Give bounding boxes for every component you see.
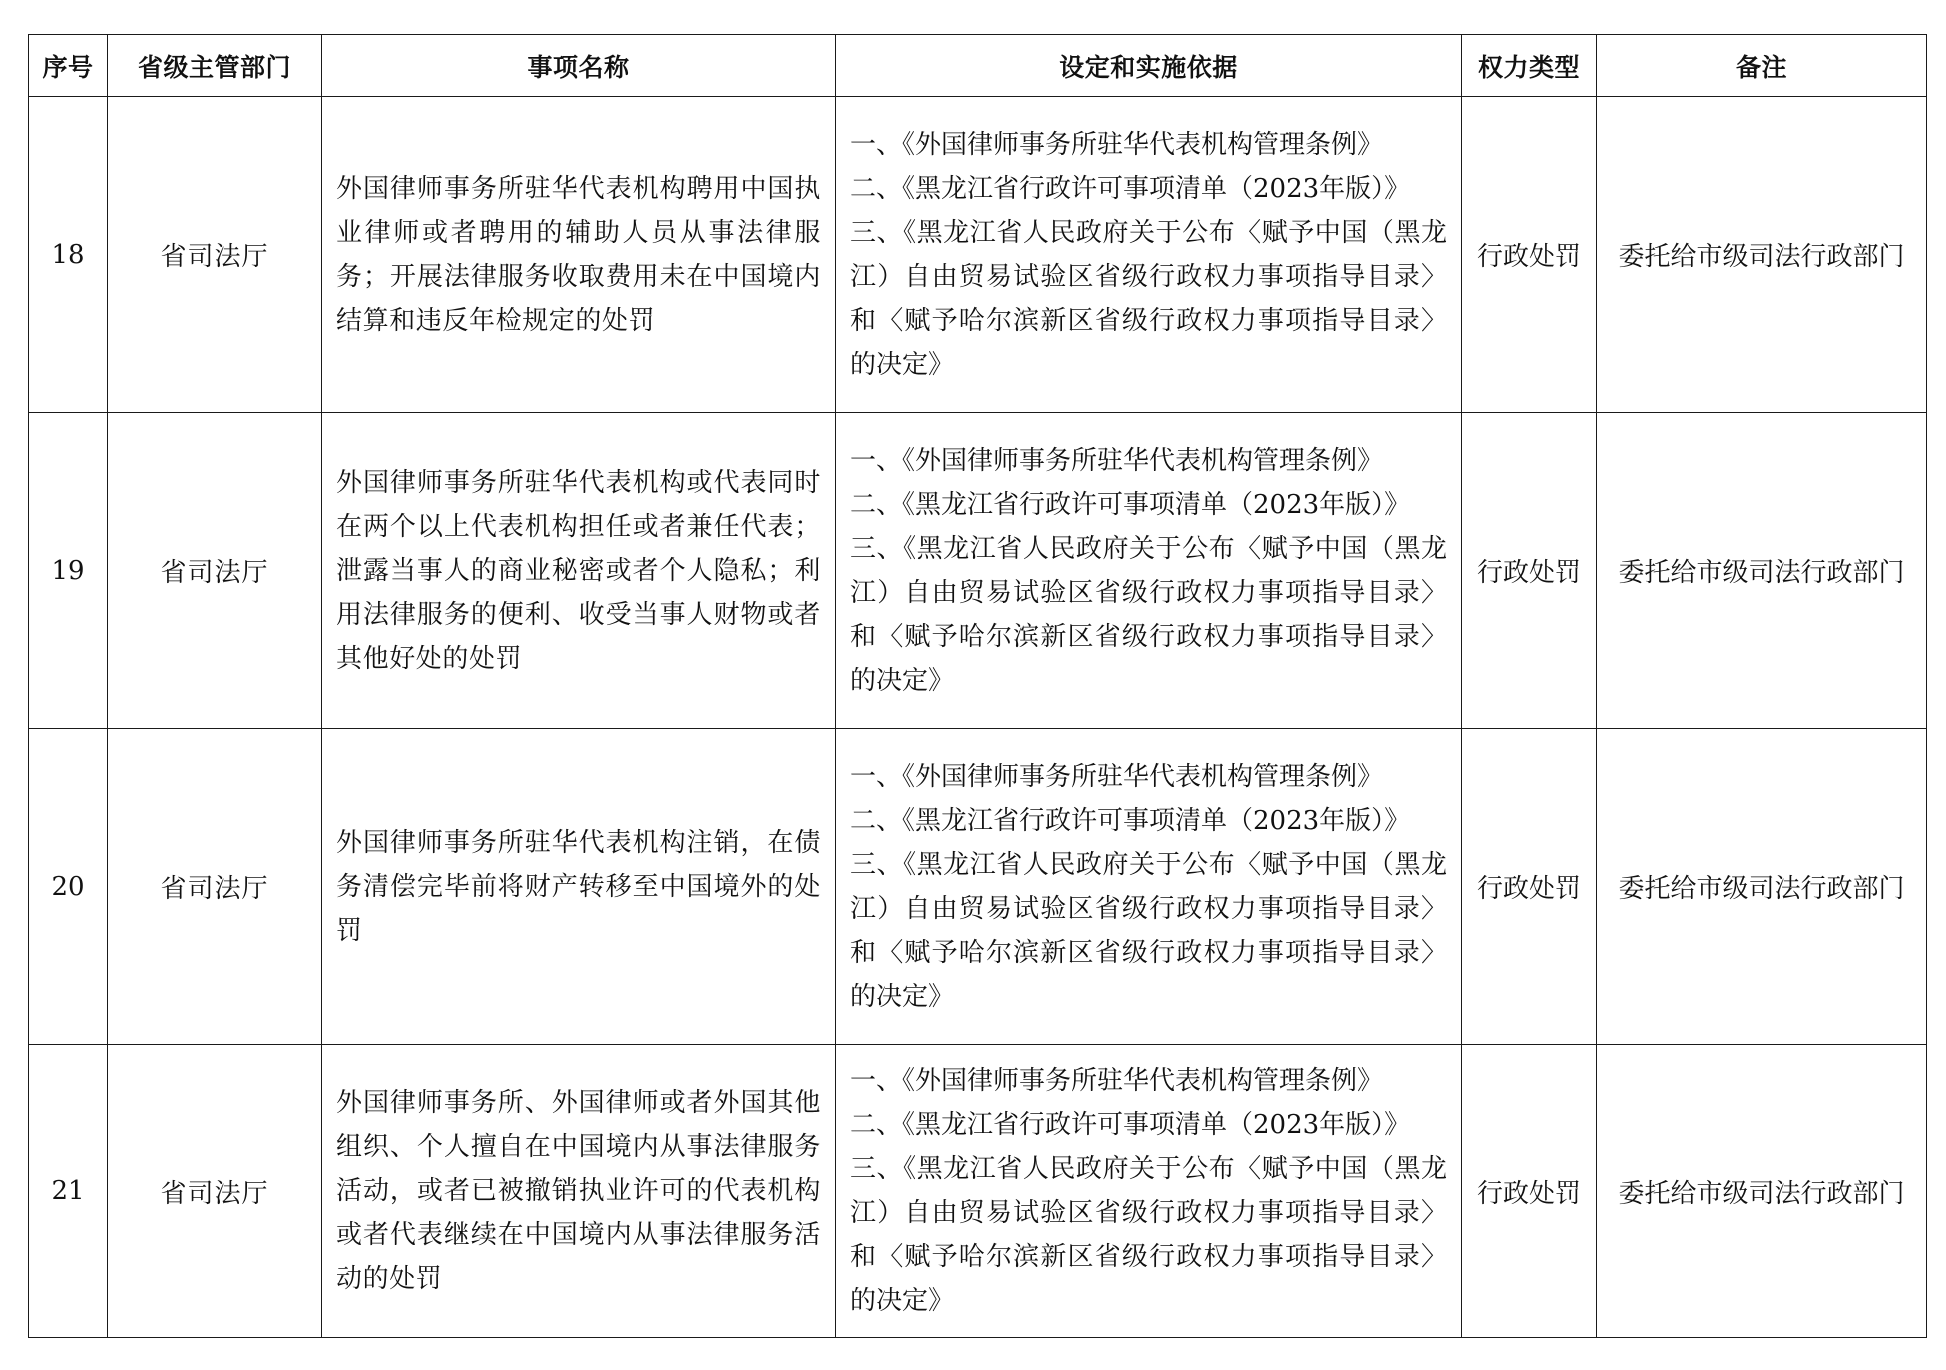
- row-power-type: 行政处罚: [1462, 729, 1597, 1045]
- row-dept: 省司法厅: [108, 729, 322, 1045]
- row-dept: 省司法厅: [108, 413, 322, 729]
- basis-line: 二、《黑龙江省行政许可事项清单（2023年版）》: [850, 489, 1411, 520]
- basis-line: 一、《外国律师事务所驻华代表机构管理条例》: [850, 761, 1384, 792]
- basis-line: 三、《黑龙江省人民政府关于公布〈赋予中国（黑龙江）自由贸易试验区省级行政权力事项指导目录〉和〈赋予哈尔滨新区省级行政权力事项指导目录〉的决定》: [850, 1154, 1447, 1316]
- row-note: 委托给市级司法行政部门: [1597, 729, 1927, 1045]
- basis-line: 一、《外国律师事务所驻华代表机构管理条例》: [850, 129, 1384, 160]
- basis-line: 二、《黑龙江省行政许可事项清单（2023年版）》: [850, 173, 1411, 204]
- header-type: 权力类型: [1462, 35, 1597, 97]
- row-note: 委托给市级司法行政部门: [1597, 413, 1927, 729]
- row-note: 委托给市级司法行政部门: [1597, 97, 1927, 413]
- row-seq: 19: [29, 413, 108, 729]
- table-row: [29, 1045, 1927, 1338]
- table-row: [29, 413, 1927, 729]
- table-row: [29, 97, 1927, 413]
- row-basis: [836, 729, 1462, 1045]
- basis-line: 一、《外国律师事务所驻华代表机构管理条例》: [850, 1066, 1384, 1096]
- basis-line: 三、《黑龙江省人民政府关于公布〈赋予中国（黑龙江）自由贸易试验区省级行政权力事项指导目录〉和〈赋予哈尔滨新区省级行政权力事项指导目录〉的决定》: [850, 533, 1447, 696]
- row-basis: [836, 413, 1462, 729]
- basis-line: 三、《黑龙江省人民政府关于公布〈赋予中国（黑龙江）自由贸易试验区省级行政权力事项指导目录〉和〈赋予哈尔滨新区省级行政权力事项指导目录〉的决定》: [850, 217, 1447, 380]
- header-note: 备注: [1597, 35, 1927, 97]
- row-item-name: 外国律师事务所驻华代表机构或代表同时在两个以上代表机构担任或者兼任代表；泄露当事人的商业秘密或者个人隐私；利用法律服务的便利、收受当事人财物或者其他好处的处罚: [322, 413, 836, 729]
- basis-line: 二、《黑龙江省行政许可事项清单（2023年版）》: [850, 805, 1411, 836]
- basis-line: 三、《黑龙江省人民政府关于公布〈赋予中国（黑龙江）自由贸易试验区省级行政权力事项指导目录〉和〈赋予哈尔滨新区省级行政权力事项指导目录〉的决定》: [850, 849, 1447, 1012]
- header-seq: 序号: [29, 35, 108, 97]
- header-dept: 省级主管部门: [108, 35, 322, 97]
- row-dept: 省司法厅: [108, 1045, 322, 1338]
- row-basis: [836, 97, 1462, 413]
- basis-line: 二、《黑龙江省行政许可事项清单（2023年版）》: [850, 1110, 1411, 1140]
- row-power-type: 行政处罚: [1462, 97, 1597, 413]
- table-row: [29, 729, 1927, 1045]
- row-power-type: 行政处罚: [1462, 413, 1597, 729]
- row-note: 委托给市级司法行政部门: [1597, 1045, 1927, 1338]
- header-basis: 设定和实施依据: [836, 35, 1462, 97]
- table-header-row: [29, 35, 1927, 97]
- row-power-type: 行政处罚: [1462, 1045, 1597, 1338]
- row-basis: [836, 1045, 1462, 1338]
- basis-line: 一、《外国律师事务所驻华代表机构管理条例》: [850, 445, 1384, 476]
- row-dept: 省司法厅: [108, 97, 322, 413]
- row-item-name: 外国律师事务所驻华代表机构聘用中国执业律师或者聘用的辅助人员从事法律服务；开展法律服务收取费用未在中国境内结算和违反年检规定的处罚: [322, 97, 836, 413]
- row-seq: 20: [29, 729, 108, 1045]
- row-item-name: 外国律师事务所驻华代表机构注销，在债务清偿完毕前将财产转移至中国境外的处罚: [322, 729, 836, 1045]
- row-seq: 21: [29, 1045, 108, 1338]
- row-item-name: 外国律师事务所、外国律师或者外国其他组织、个人擅自在中国境内从事法律服务活动，或者已被撤销执业许可的代表机构或者代表继续在中国境内从事法律服务活动的处罚: [322, 1045, 836, 1338]
- header-item: 事项名称: [322, 35, 836, 97]
- row-seq: 18: [29, 97, 108, 413]
- authority-items-table: [28, 34, 1927, 1338]
